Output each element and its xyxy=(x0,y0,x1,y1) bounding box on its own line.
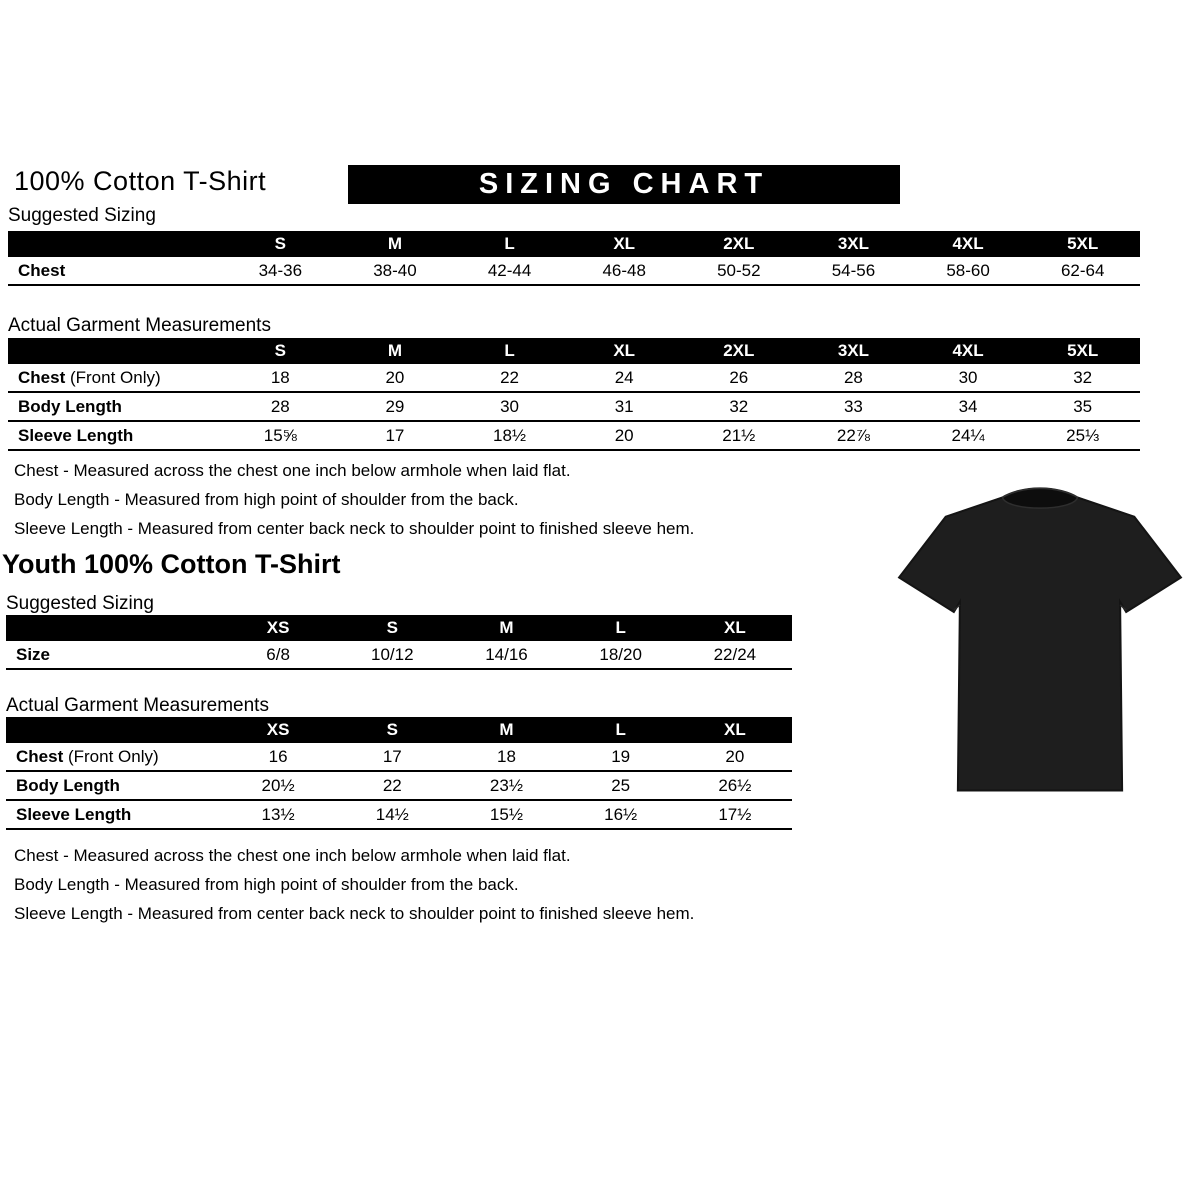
youth-actual-table xyxy=(6,717,792,830)
column-header: M xyxy=(338,231,453,257)
adult-title: 100% Cotton T-Shirt xyxy=(14,166,267,196)
cell-value: 15½ xyxy=(449,800,563,829)
column-header: 3XL xyxy=(796,231,911,257)
cell-value: 54-56 xyxy=(796,257,911,285)
column-header: 5XL xyxy=(1025,231,1140,257)
cell-value: 28 xyxy=(223,392,338,421)
cell-value: 21½ xyxy=(682,421,797,450)
cell-value: 22 xyxy=(335,771,449,800)
cell-value: 17 xyxy=(335,743,449,771)
column-header: L xyxy=(452,231,567,257)
cell-value: 26 xyxy=(682,364,797,392)
column-header: 2XL xyxy=(682,338,797,364)
row-label: Sleeve Length xyxy=(8,421,223,450)
row-label: Body Length xyxy=(8,392,223,421)
size-table xyxy=(6,615,792,670)
cell-value: 30 xyxy=(452,392,567,421)
table-row xyxy=(8,257,1140,285)
column-header: XS xyxy=(221,717,335,743)
cell-value: 29 xyxy=(338,392,453,421)
table-header-row xyxy=(6,615,792,641)
row-label: Chest (Front Only) xyxy=(8,364,223,392)
cell-value: 14½ xyxy=(335,800,449,829)
column-header: M xyxy=(338,338,453,364)
cell-value: 16 xyxy=(221,743,335,771)
cell-value: 31 xyxy=(567,392,682,421)
table-row xyxy=(6,641,792,669)
column-header: XS xyxy=(221,615,335,641)
cell-value: 23½ xyxy=(449,771,563,800)
column-header: 4XL xyxy=(911,338,1026,364)
tshirt-body xyxy=(899,488,1181,790)
tshirt-image xyxy=(893,478,1187,818)
cell-value: 25 xyxy=(564,771,678,800)
cell-value: 20 xyxy=(567,421,682,450)
cell-value: 18 xyxy=(449,743,563,771)
youth-notes xyxy=(14,841,694,928)
column-header: 3XL xyxy=(796,338,911,364)
row-label: Size xyxy=(6,641,221,669)
cell-value: 34-36 xyxy=(223,257,338,285)
cell-value: 32 xyxy=(682,392,797,421)
cell-value: 17½ xyxy=(678,800,792,829)
label-column-header xyxy=(8,231,223,257)
note-body-length: Body Length - Measured from high point of shoulder from the back. xyxy=(14,490,519,509)
column-header: S xyxy=(335,717,449,743)
cell-value: 16½ xyxy=(564,800,678,829)
adult-suggested-table xyxy=(8,231,1140,286)
column-header: XL xyxy=(678,615,792,641)
column-header: XL xyxy=(567,338,682,364)
row-label: Chest xyxy=(8,257,223,285)
adult-actual-table xyxy=(8,338,1140,451)
note-chest: Chest - Measured across the chest one inch below armhole when laid flat. xyxy=(14,846,571,865)
cell-value: 22⅞ xyxy=(796,421,911,450)
row-label: Chest (Front Only) xyxy=(6,743,221,771)
note-sleeve-length: Sleeve Length - Measured from center back neck to shoulder point to finished sleeve hem. xyxy=(14,904,695,923)
cell-value: 33 xyxy=(796,392,911,421)
table-header-row xyxy=(8,338,1140,364)
cell-value: 17 xyxy=(338,421,453,450)
adult-actual-heading: Actual Garment Measurements xyxy=(8,315,271,336)
cell-value: 30 xyxy=(911,364,1026,392)
cell-value: 50-52 xyxy=(682,257,797,285)
table-header-row xyxy=(6,717,792,743)
column-header: M xyxy=(449,615,563,641)
table-row xyxy=(6,743,792,771)
cell-value: 13½ xyxy=(221,800,335,829)
cell-value: 58-60 xyxy=(911,257,1026,285)
cell-value: 22 xyxy=(452,364,567,392)
column-header: L xyxy=(564,717,678,743)
cell-value: 46-48 xyxy=(567,257,682,285)
note-body-length: Body Length - Measured from high point of shoulder from the back. xyxy=(14,875,519,894)
column-header: M xyxy=(449,717,563,743)
label-column-header xyxy=(6,615,221,641)
column-header: 2XL xyxy=(682,231,797,257)
column-header: S xyxy=(223,231,338,257)
table-row xyxy=(6,800,792,829)
column-header: S xyxy=(223,338,338,364)
cell-value: 20 xyxy=(338,364,453,392)
adult-suggested-heading: Suggested Sizing xyxy=(8,205,156,226)
cell-value: 42-44 xyxy=(452,257,567,285)
youth-title: Youth 100% Cotton T-Shirt xyxy=(2,549,341,579)
cell-value: 28 xyxy=(796,364,911,392)
column-header: 5XL xyxy=(1025,338,1140,364)
cell-value: 18/20 xyxy=(564,641,678,669)
cell-value: 22/24 xyxy=(678,641,792,669)
table-row xyxy=(8,392,1140,421)
note-chest: Chest - Measured across the chest one inch below armhole when laid flat. xyxy=(14,461,571,480)
cell-value: 25⅓ xyxy=(1025,421,1140,450)
cell-value: 38-40 xyxy=(338,257,453,285)
note-sleeve-length: Sleeve Length - Measured from center back neck to shoulder point to finished sleeve hem. xyxy=(14,519,695,538)
size-table xyxy=(6,717,792,830)
table-row xyxy=(8,421,1140,450)
label-column-header xyxy=(8,338,223,364)
table-row xyxy=(8,364,1140,392)
column-header: L xyxy=(564,615,678,641)
table-header-row xyxy=(8,231,1140,257)
cell-value: 18½ xyxy=(452,421,567,450)
size-table xyxy=(8,338,1140,451)
tshirt-graphic xyxy=(893,478,1187,818)
column-header: S xyxy=(335,615,449,641)
column-header: XL xyxy=(567,231,682,257)
adult-notes xyxy=(14,456,694,543)
youth-suggested-table xyxy=(6,615,792,670)
table-row xyxy=(6,771,792,800)
cell-value: 6/8 xyxy=(221,641,335,669)
cell-value: 35 xyxy=(1025,392,1140,421)
column-header: L xyxy=(452,338,567,364)
column-header: 4XL xyxy=(911,231,1026,257)
cell-value: 34 xyxy=(911,392,1026,421)
cell-value: 19 xyxy=(564,743,678,771)
cell-value: 24¼ xyxy=(911,421,1026,450)
cell-value: 24 xyxy=(567,364,682,392)
youth-actual-heading: Actual Garment Measurements xyxy=(6,695,269,716)
cell-value: 62-64 xyxy=(1025,257,1140,285)
size-table xyxy=(8,231,1140,286)
label-column-header xyxy=(6,717,221,743)
youth-suggested-heading: Suggested Sizing xyxy=(6,593,154,614)
cell-value: 15⅝ xyxy=(223,421,338,450)
cell-value: 20 xyxy=(678,743,792,771)
cell-value: 10/12 xyxy=(335,641,449,669)
cell-value: 32 xyxy=(1025,364,1140,392)
row-label: Sleeve Length xyxy=(6,800,221,829)
cell-value: 20½ xyxy=(221,771,335,800)
column-header: XL xyxy=(678,717,792,743)
cell-value: 18 xyxy=(223,364,338,392)
sizing-chart-banner xyxy=(348,165,900,204)
cell-value: 14/16 xyxy=(449,641,563,669)
sizing-chart-banner-label: SIZING CHART xyxy=(478,168,770,200)
cell-value: 26½ xyxy=(678,771,792,800)
row-label: Body Length xyxy=(6,771,221,800)
